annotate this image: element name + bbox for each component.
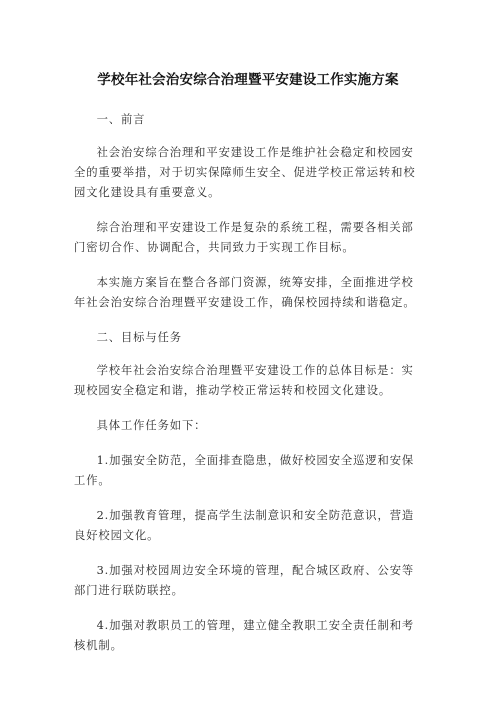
document-title: 学校年社会治安综合治理暨平安建设工作实施方案 — [97, 72, 399, 88]
list-item: 1.加强安全防范，全面排查隐患，做好校园安全巡逻和安保工作。 — [74, 454, 415, 487]
section-heading-preface: 一、前言 — [96, 113, 146, 126]
paragraph: 本实施方案旨在整合各部门资源，统筹安排，全面推进学校年社会治安综合治理暨平安建设工作，确保校园持续和谐稳定。 — [74, 276, 416, 309]
paragraph: 综合治理和平安建设工作是复杂的系统工程，需要各相关部门密切合作、协调配合，共同致力于实现工作目标。 — [74, 221, 414, 254]
list-item: 3.加强对校园周边安全环境的管理，配合城区政府、公安等部门进行联防联控。 — [74, 564, 415, 597]
list-item: 2.加强教育管理，提高学生法制意识和安全防范意识，营造良好校园文化。 — [74, 509, 415, 542]
list-item: 4.加强对教职员工的管理，建立健全教职工安全责任制和考核机制。 — [74, 619, 415, 652]
paragraph: 学校年社会治安综合治理暨平安建设工作的总体目标是：实现校园安全稳定和谐，推动学校正常运转和校园文化建设。 — [74, 364, 414, 397]
paragraph: 具体工作任务如下： — [96, 419, 207, 432]
document-body — [74, 110, 424, 671]
section-heading-goals: 二、目标与任务 — [96, 331, 182, 344]
paragraph: 社会治安综合治理和平安建设工作是维护社会稳定和校园安全的重要举措，对于切实保障师生安全、促进学校正常运转和校园文化建设具有重要意义。 — [74, 146, 416, 199]
